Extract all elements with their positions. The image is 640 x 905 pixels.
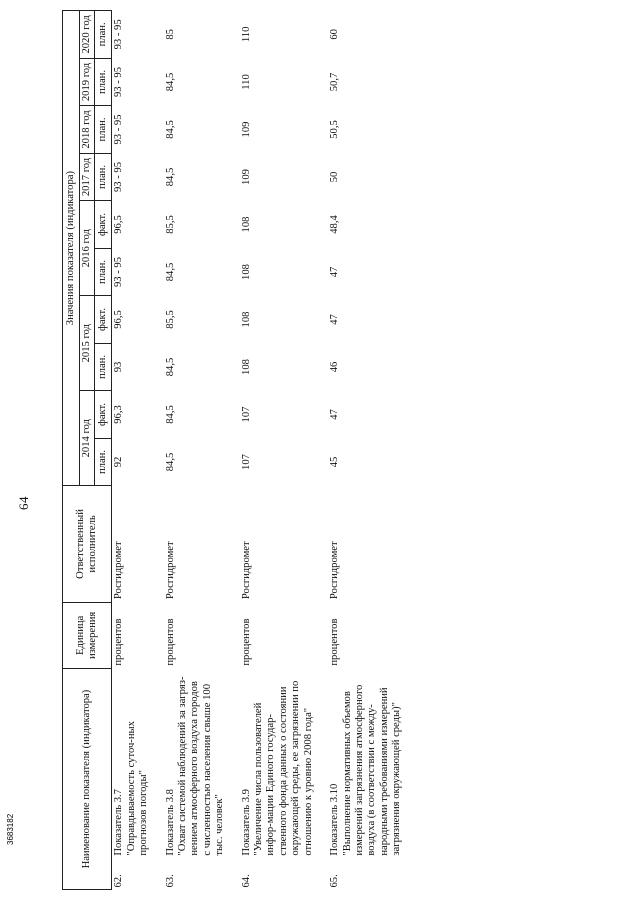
executor-cell: Росгидромет (164, 541, 176, 600)
table-header (63, 11, 112, 890)
value-2020-plan: 60 (329, 29, 341, 40)
table-row (112, 11, 152, 890)
value-2014-fact: 84,5 (164, 405, 176, 424)
indicator-name (164, 669, 228, 859)
row-number: 64. (240, 874, 252, 888)
header-plan-2017: план. (95, 153, 112, 201)
value-2015-plan: 84,5 (164, 357, 176, 377)
value-2014-fact: 107 (240, 406, 252, 423)
value-2014-plan: 92 (113, 456, 125, 468)
value-2019-plan: 84,5 (164, 72, 176, 92)
executor-cell: Росгидромет (240, 541, 252, 600)
header-values-group: Значения показателя (индикатора) (63, 11, 80, 486)
executor-cell: Росгидромет (113, 541, 125, 600)
header-fact-2014: факт. (95, 391, 112, 439)
header-plan-2018: план. (95, 106, 112, 154)
value-2016-fact: 108 (240, 216, 252, 233)
unit-cell: процентов (329, 618, 341, 666)
value-2015-fact: 47 (329, 314, 341, 325)
page-number: 64 (16, 496, 31, 510)
value-2020-plan: 110 (240, 26, 252, 43)
value-2017-plan: 109 (240, 169, 252, 185)
header-plan-2015: план. (95, 343, 112, 391)
value-2019-plan: 110 (240, 74, 252, 90)
value-2016-fact: 85,5 (164, 215, 176, 234)
table-row (328, 11, 404, 890)
row-number: 63. (164, 874, 176, 888)
indicator-title: Показатель 3.7 (113, 789, 125, 856)
table-row (240, 11, 316, 890)
header-executor: Ответственный исполнитель (63, 486, 112, 602)
header-year-2016: 2016 год (80, 201, 95, 296)
indicator-title: Показатель 3.9 (240, 789, 252, 856)
header-year-2020: 2020 год (80, 11, 95, 59)
indicator-description: "Охват системой наблюдений за загряз-нением атмосферного воздуха городов с численностью населения свыше 100 тыс. человек" (177, 676, 226, 856)
header-year-2017: 2017 год (80, 153, 95, 201)
header-plan-2020: план. (95, 11, 112, 59)
header-year-2014: 2014 год (80, 391, 95, 486)
value-2014-plan: 45 (329, 456, 341, 468)
value-2016-fact: 48,4 (329, 215, 341, 234)
value-2015-fact: 85,5 (164, 310, 176, 329)
value-2018-plan: 109 (240, 121, 252, 138)
value-2016-plan: 108 (240, 264, 252, 280)
unit-cell: процентов (113, 618, 125, 666)
value-2016-plan: 47 (329, 266, 341, 278)
value-2018-plan: 84,5 (164, 120, 176, 139)
row-number: 65. (329, 874, 341, 888)
value-2016-plan: 84,5 (164, 262, 176, 282)
indicator-title: Показатель 3.8 (164, 789, 176, 856)
header-fact-2015: факт. (95, 296, 112, 344)
value-2018-plan: 50,5 (329, 120, 341, 139)
header-fact-2016: факт. (95, 201, 112, 249)
value-2019-plan: 50,7 (329, 72, 341, 92)
indicator-description: "Оправдываемость суточ-ных прогнозов погоды" (125, 721, 150, 856)
header-year-2018: 2018 год (80, 106, 95, 154)
value-2020-plan: 85 (164, 29, 176, 40)
unit-cell: процентов (240, 618, 252, 666)
document-stamp: 3683182 (6, 813, 15, 845)
value-2015-fact: 108 (240, 311, 252, 328)
unit-cell: процентов (164, 618, 176, 666)
indicator-name (328, 669, 404, 859)
header-indicator-name: Наименование показателя (индикатора) (63, 669, 112, 890)
value-2015-fact: 96,5 (113, 310, 125, 329)
value-2015-plan: 46 (329, 361, 341, 373)
value-2014-plan: 107 (240, 454, 252, 470)
value-2018-plan: 93 - 95 (113, 114, 125, 145)
header-plan-2019: план. (95, 58, 112, 106)
value-2017-plan: 84,5 (164, 167, 176, 187)
header-year-2015: 2015 год (80, 296, 95, 391)
indicator-title: Показатель 3.10 (329, 783, 341, 856)
value-2017-plan: 50 (329, 171, 341, 183)
header-plan-2016: план. (95, 248, 112, 296)
value-2015-plan: 93 (113, 361, 125, 373)
value-2020-plan: 93 - 95 (113, 19, 125, 50)
header-unit: Единица измерения (63, 602, 112, 669)
executor-cell: Росгидромет (329, 541, 341, 600)
indicator-name (112, 669, 152, 859)
indicators-table (62, 10, 405, 890)
indicator-description: "Увеличение числа пользователей инфор-мации Единого государ-ственного фонда данных о состоянии окружающей среды, ее загрязнении по отношению к уровню 2008 года" (253, 680, 314, 856)
value-2015-plan: 108 (240, 359, 252, 375)
indicator-name (240, 669, 316, 859)
table-row (164, 11, 228, 890)
value-2017-plan: 93 - 95 (113, 161, 125, 192)
value-2014-plan: 84,5 (164, 452, 176, 472)
row-number: 62. (113, 874, 125, 888)
table-body (112, 11, 405, 890)
value-2016-fact: 96,5 (113, 215, 125, 234)
indicator-description: "Выполнение нормативных объемов измерений загрязнения атмосферного воздуха (в соответствии с между-народными требованиями измерений загрязнения окружающей среды)" (341, 684, 403, 856)
value-2014-fact: 47 (329, 409, 341, 420)
header-year-2019: 2019 год (80, 58, 95, 106)
value-2019-plan: 93 - 95 (113, 66, 125, 97)
value-2014-fact: 96,3 (113, 405, 125, 424)
header-plan-2014: план. (95, 438, 112, 486)
value-2016-plan: 93 - 95 (113, 256, 125, 287)
rotated-table-sheet (16, 10, 562, 890)
